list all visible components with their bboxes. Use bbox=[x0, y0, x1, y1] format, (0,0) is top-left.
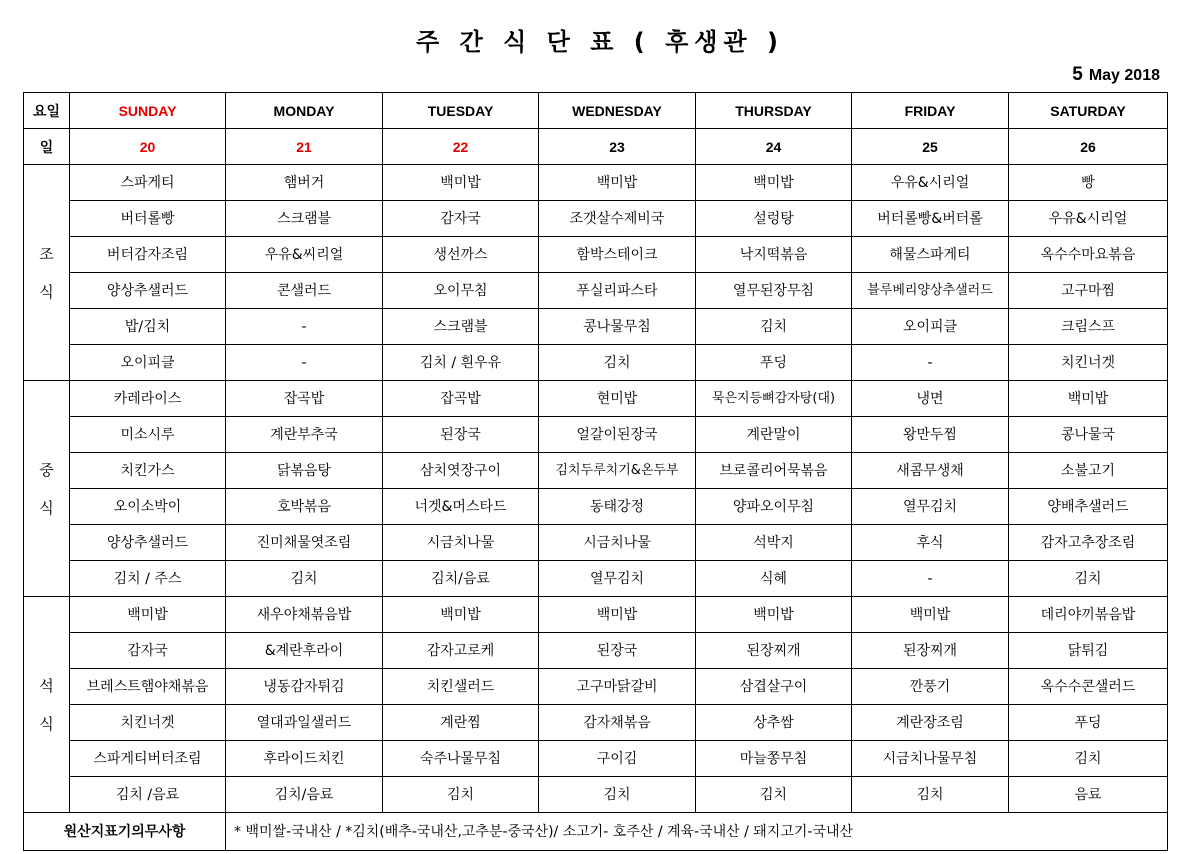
menu-item: 김치 / 흰우유 bbox=[383, 345, 539, 381]
menu-item: 고구마찜 bbox=[1009, 273, 1168, 309]
menu-item: 김치 bbox=[539, 345, 696, 381]
menu-item: 낙지떡볶음 bbox=[696, 237, 852, 273]
menu-row bbox=[24, 309, 1168, 345]
meal-label-char: 식 bbox=[39, 714, 54, 733]
meal-label bbox=[24, 381, 70, 597]
menu-item: 마늘쫑무침 bbox=[696, 741, 852, 777]
weekday-saturday: SATURDAY bbox=[1009, 93, 1168, 129]
menu-item: - bbox=[226, 345, 383, 381]
menu-item: 진미채물엿조림 bbox=[226, 525, 383, 561]
menu-item: 백미밥 bbox=[539, 597, 696, 633]
menu-item: 우유&시리얼 bbox=[1009, 201, 1168, 237]
menu-item: 콩나물무침 bbox=[539, 309, 696, 345]
menu-item: 푸딩 bbox=[1009, 705, 1168, 741]
menu-item: 스크램블 bbox=[226, 201, 383, 237]
menu-item: 해물스파게티 bbox=[852, 237, 1009, 273]
menu-row bbox=[24, 417, 1168, 453]
menu-item: 계란말이 bbox=[696, 417, 852, 453]
menu-item: 삼치엿장구이 bbox=[383, 453, 539, 489]
menu-item: 음료 bbox=[1009, 777, 1168, 813]
menu-row bbox=[24, 381, 1168, 417]
menu-row bbox=[24, 597, 1168, 633]
menu-item: 오이무침 bbox=[383, 273, 539, 309]
meal-label-char: 식 bbox=[39, 498, 54, 517]
menu-table bbox=[23, 92, 1168, 851]
menu-item: 너겟&머스타드 bbox=[383, 489, 539, 525]
menu-item: 김치 bbox=[226, 561, 383, 597]
menu-item: 김치 bbox=[383, 777, 539, 813]
menu-item: 옥수수콘샐러드 bbox=[1009, 669, 1168, 705]
menu-item: 함박스테이크 bbox=[539, 237, 696, 273]
meal-label bbox=[24, 597, 70, 813]
menu-item: 우유&씨리얼 bbox=[226, 237, 383, 273]
menu-row bbox=[24, 705, 1168, 741]
date-cell: 22 bbox=[383, 129, 539, 165]
menu-item: 백미밥 bbox=[852, 597, 1009, 633]
menu-item: 옥수수마요볶음 bbox=[1009, 237, 1168, 273]
menu-item: 감자국 bbox=[383, 201, 539, 237]
menu-row bbox=[24, 345, 1168, 381]
menu-item: 조갯살수제비국 bbox=[539, 201, 696, 237]
menu-item: 감자고로케 bbox=[383, 633, 539, 669]
weekday-monday: MONDAY bbox=[226, 93, 383, 129]
menu-row bbox=[24, 777, 1168, 813]
menu-item: 계란찜 bbox=[383, 705, 539, 741]
menu-item: - bbox=[852, 345, 1009, 381]
date-label: 일 bbox=[24, 129, 70, 165]
menu-item: 버터롤빵&버터롤 bbox=[852, 201, 1009, 237]
menu-row bbox=[24, 633, 1168, 669]
menu-item: 열무김치 bbox=[539, 561, 696, 597]
menu-item: 백미밥 bbox=[539, 165, 696, 201]
date-row bbox=[24, 129, 1168, 165]
weekday-tuesday: TUESDAY bbox=[383, 93, 539, 129]
menu-item: 상추쌈 bbox=[696, 705, 852, 741]
menu-date bbox=[1072, 64, 1160, 86]
menu-item: 김치 bbox=[696, 777, 852, 813]
menu-item: 블루베리양상추샐러드 bbox=[852, 273, 1009, 309]
menu-item: 동태강정 bbox=[539, 489, 696, 525]
menu-item: 생선까스 bbox=[383, 237, 539, 273]
menu-item: 데리야끼볶음밥 bbox=[1009, 597, 1168, 633]
meal-label-char: 조 bbox=[39, 244, 54, 263]
weekday-thursday: THURSDAY bbox=[696, 93, 852, 129]
menu-item: 묵은지등뼈감자탕(대) bbox=[696, 381, 852, 417]
menu-item: 치킨가스 bbox=[70, 453, 226, 489]
menu-item: 브레스트햄야채볶음 bbox=[70, 669, 226, 705]
origin-label: 원산지표기의무사항 bbox=[24, 813, 226, 851]
menu-item: 계란장조림 bbox=[852, 705, 1009, 741]
menu-item: 열무된장무침 bbox=[696, 273, 852, 309]
menu-row bbox=[24, 525, 1168, 561]
menu-item: 양상추샐러드 bbox=[70, 525, 226, 561]
menu-item: 된장국 bbox=[383, 417, 539, 453]
date-cell: 20 bbox=[70, 129, 226, 165]
menu-item: 계란부추국 bbox=[226, 417, 383, 453]
menu-item: 양배추샐러드 bbox=[1009, 489, 1168, 525]
meal-label-char: 식 bbox=[39, 282, 54, 301]
menu-item: 김치/음료 bbox=[383, 561, 539, 597]
menu-item: 백미밥 bbox=[696, 597, 852, 633]
menu-item: 카레라이스 bbox=[70, 381, 226, 417]
menu-item: 스파게티 bbox=[70, 165, 226, 201]
date-day: 5 bbox=[1072, 64, 1083, 85]
menu-item: 시금치나물무침 bbox=[852, 741, 1009, 777]
menu-item: 된장찌개 bbox=[696, 633, 852, 669]
menu-item: 우유&시리얼 bbox=[852, 165, 1009, 201]
menu-item: 콘샐러드 bbox=[226, 273, 383, 309]
day-header-row bbox=[24, 93, 1168, 129]
menu-item: 석박지 bbox=[696, 525, 852, 561]
menu-item: 스파게티버터조림 bbox=[70, 741, 226, 777]
menu-item: 식혜 bbox=[696, 561, 852, 597]
menu-item: 양파오이무침 bbox=[696, 489, 852, 525]
menu-item: 백미밥 bbox=[383, 597, 539, 633]
menu-item: 오이피클 bbox=[70, 345, 226, 381]
menu-item: &계란후라이 bbox=[226, 633, 383, 669]
menu-item: 구이김 bbox=[539, 741, 696, 777]
menu-item: 열대과일샐러드 bbox=[226, 705, 383, 741]
menu-item: 잡곡밥 bbox=[226, 381, 383, 417]
menu-item: 콩나물국 bbox=[1009, 417, 1168, 453]
date-month-year: May 2018 bbox=[1088, 67, 1160, 84]
date-cell: 25 bbox=[852, 129, 1009, 165]
menu-item: 빵 bbox=[1009, 165, 1168, 201]
menu-item: 버터롤빵 bbox=[70, 201, 226, 237]
menu-item: 백미밥 bbox=[70, 597, 226, 633]
menu-row bbox=[24, 489, 1168, 525]
menu-item: 잡곡밥 bbox=[383, 381, 539, 417]
menu-item: 감자채볶음 bbox=[539, 705, 696, 741]
menu-item: 김치/음료 bbox=[226, 777, 383, 813]
menu-item: 호박볶음 bbox=[226, 489, 383, 525]
menu-item: - bbox=[226, 309, 383, 345]
menu-item: 김치 bbox=[852, 777, 1009, 813]
menu-item: 닭볶음탕 bbox=[226, 453, 383, 489]
menu-row bbox=[24, 165, 1168, 201]
menu-item: 된장찌개 bbox=[852, 633, 1009, 669]
menu-item: 후식 bbox=[852, 525, 1009, 561]
menu-item: 치킨너겟 bbox=[70, 705, 226, 741]
menu-item: 삼겹살구이 bbox=[696, 669, 852, 705]
menu-item: 시금치나물 bbox=[539, 525, 696, 561]
menu-row bbox=[24, 201, 1168, 237]
menu-item: 스크램블 bbox=[383, 309, 539, 345]
menu-row bbox=[24, 741, 1168, 777]
menu-item: 김치두루치기&온두부 bbox=[539, 453, 696, 489]
menu-item: 김치 bbox=[696, 309, 852, 345]
menu-item: 된장국 bbox=[539, 633, 696, 669]
menu-row bbox=[24, 453, 1168, 489]
weekday-wednesday: WEDNESDAY bbox=[539, 93, 696, 129]
menu-item: 새우야채볶음밥 bbox=[226, 597, 383, 633]
menu-item: 김치 /음료 bbox=[70, 777, 226, 813]
menu-item: 오이피클 bbox=[852, 309, 1009, 345]
menu-item: 버터감자조림 bbox=[70, 237, 226, 273]
menu-row bbox=[24, 237, 1168, 273]
menu-item: 크림스프 bbox=[1009, 309, 1168, 345]
menu-row bbox=[24, 561, 1168, 597]
menu-item: 설렁탕 bbox=[696, 201, 852, 237]
menu-item: 후라이드치킨 bbox=[226, 741, 383, 777]
menu-item: 감자국 bbox=[70, 633, 226, 669]
page-title: 주 간 식 단 표 ( 후생관 ) bbox=[416, 28, 784, 56]
weekday-friday: FRIDAY bbox=[852, 93, 1009, 129]
meal-label-char: 중 bbox=[39, 460, 54, 479]
meal-label-char: 석 bbox=[39, 676, 54, 695]
date-cell: 26 bbox=[1009, 129, 1168, 165]
menu-item: 김치 bbox=[1009, 561, 1168, 597]
menu-item: 시금치나물 bbox=[383, 525, 539, 561]
menu-item: 김치 bbox=[1009, 741, 1168, 777]
menu-item: 김치 / 주스 bbox=[70, 561, 226, 597]
menu-item: 냉면 bbox=[852, 381, 1009, 417]
menu-row bbox=[24, 669, 1168, 705]
menu-item: 현미밥 bbox=[539, 381, 696, 417]
menu-item: 얼갈이된장국 bbox=[539, 417, 696, 453]
date-cell: 23 bbox=[539, 129, 696, 165]
menu-item: 양상추샐러드 bbox=[70, 273, 226, 309]
origin-note: * 백미쌀-국내산 / *김치(배추-국내산,고추분-중국산)/ 소고기- 호주산 / 계육-국내산 / 돼지고기-국내산 bbox=[226, 813, 1168, 851]
menu-item: 감자고추장조림 bbox=[1009, 525, 1168, 561]
origin-row bbox=[24, 813, 1168, 851]
menu-item: 닭튀김 bbox=[1009, 633, 1168, 669]
menu-item: 햄버거 bbox=[226, 165, 383, 201]
menu-item: 푸딩 bbox=[696, 345, 852, 381]
menu-item: 소불고기 bbox=[1009, 453, 1168, 489]
weekday-label: 요일 bbox=[24, 93, 70, 129]
date-cell: 24 bbox=[696, 129, 852, 165]
meal-label bbox=[24, 165, 70, 381]
menu-item: - bbox=[852, 561, 1009, 597]
menu-item: 백미밥 bbox=[1009, 381, 1168, 417]
menu-item: 냉동감자튀김 bbox=[226, 669, 383, 705]
menu-item: 백미밥 bbox=[383, 165, 539, 201]
menu-item: 밥/김치 bbox=[70, 309, 226, 345]
menu-item: 열무김치 bbox=[852, 489, 1009, 525]
menu-item: 새콤무생채 bbox=[852, 453, 1009, 489]
date-cell: 21 bbox=[226, 129, 383, 165]
menu-item: 치킨샐러드 bbox=[383, 669, 539, 705]
menu-item: 백미밥 bbox=[696, 165, 852, 201]
menu-item: 푸실리파스타 bbox=[539, 273, 696, 309]
menu-item: 김치 bbox=[539, 777, 696, 813]
menu-item: 치킨너겟 bbox=[1009, 345, 1168, 381]
menu-item: 오이소박이 bbox=[70, 489, 226, 525]
menu-item: 깐풍기 bbox=[852, 669, 1009, 705]
menu-item: 숙주나물무침 bbox=[383, 741, 539, 777]
menu-item: 브로콜리어묵볶음 bbox=[696, 453, 852, 489]
menu-item: 왕만두찜 bbox=[852, 417, 1009, 453]
weekday-sunday: SUNDAY bbox=[70, 93, 226, 129]
menu-row bbox=[24, 273, 1168, 309]
menu-item: 미소시루 bbox=[70, 417, 226, 453]
menu-item: 고구마닭갈비 bbox=[539, 669, 696, 705]
